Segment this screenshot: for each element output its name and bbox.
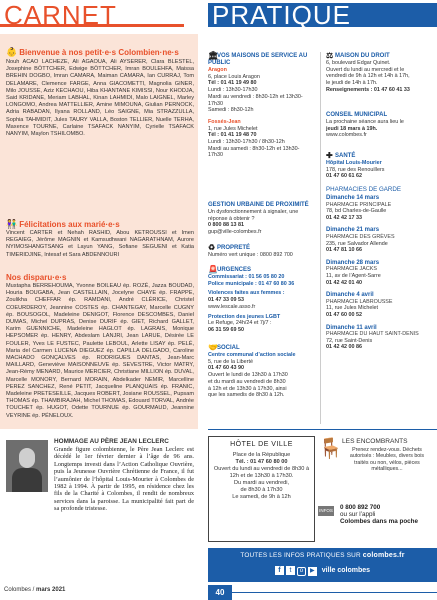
pharmacy-name: PHARMACIE PRINCIPALE [326, 201, 392, 208]
pharmacy-address: 235, rue Salvador Allende [326, 240, 388, 247]
pratique-title: PRATIQUE [208, 3, 437, 27]
pharmacy-name: PHARMACIE LABROUSSE [326, 298, 393, 305]
hotel-de-ville-box: HÔTEL DE VILLE Place de la République Tél. : 01 47 60 80 00 Ouvert du lundi au vendredi de 8h30 à 12h et de 13h30 à 17h30. Du mardi au vendredi, de 8h30 à 17h30 Le samedi, de 9h à 12h [208, 436, 315, 542]
carnet-column [0, 34, 198, 429]
footer-site-link[interactable]: colombes.fr [362, 552, 405, 559]
broom-icon: ♻ [208, 243, 216, 252]
youtube-icon[interactable]: ▶ [308, 567, 317, 576]
disparus-body: Mustapha BERREHOUMA, Yvonne BOILEAU ép. ROZÉ, Jazza BOUDAD, Houria BOUGABA, Jean CASTELLAIN, Jocelyne CHAYE ép. FRAPPE, Zoulikha CHEFFAR ép. RAMDANI, André CLÉRICE, Christel COEURDEROY, Jeannine COSTES ép. CHANTEGAY, Marcelle CUGNY ép. BOUSOGOL, Madeleine DENIGOT, Florence DESCOMBES, Daniel DUMAS, Michel DUPRAS, Denise DURIF ép. GIET, Richard GALLET, Karim GUENNICHE, Madeleine HAGLOT ép. LAGRAIS, Monique HEPSOMER ép. HENRY, Abdeslam LANJRI, Jean LARUE, Désirée LE FOULER, Yves LE FUSTEC, Paulette LEBOUL, Arlette LISAY ép. PELÉ, Maria del Carmen LUCENA DIEGUEZ ép. CAPILLA DELGADO, Caroline MACHADO GONÇALVES ép. RODRIGUES DANTAS, Jean-Marc MAILLARD, Geneviève MAISONNEUVE ép. SEVESTRE, Victor MATRY, Jean-Rémy MENARD, Maurice MERCIER, Christiane MILLION ép. DUVAL, Marcelle MONORY, Bernard MORAIN, Abdelkader NEMIR, Marcelline PEREZ SANCHEZ, René PETIT, Jacqueline PLANQUAIS ép. FRANIC, Madeleine PRETESEILLE, Jacques ROBERT, Josiane ROUSSEL, Pupsam THOMAS ép. THAMBIRAJAH, Michel THOMAS, Edouard TORVAL, Andrée TOUCHET ép. HUGOT, Odette TOURNUE ép. GOURMAUD, Jeannine VEYRINE ép. PÉNELOUX. [6, 283, 194, 419]
pharmacies-list [326, 195, 434, 351]
conseil-section: CONSEIL MUNICIPAL La prochaine séance aura lieu le jeudi 18 mars à 19h. www.colombes.fr [326, 112, 404, 139]
hotel-title: HÔTEL DE VILLE [230, 441, 293, 448]
pharmacy-phone: 01 47 81 10 66 [326, 247, 362, 254]
disparus-title: Nos disparu·e·s [6, 273, 67, 282]
encombrants-body: Prenez rendez-vous. Déchets autorisés : Meubles, divers bois traités ou non, vélos, pièces métalliques... [349, 447, 425, 473]
portrait-photo [6, 440, 48, 492]
pharmacy-phone: 01 47 60 00 52 [326, 311, 362, 318]
pharmacy-item [326, 260, 434, 286]
urgences-section: 🚨URGENCES Commissariat : 01 56 05 80 20 Police municipale : 01 47 60 80 36 Violences faites aux femmes : 01 47 33 09 53 www.lescale.asso.fr Protection des jeunes LGBT Le Refuge, 24h/24 et 7j/7 : 06 31 59 69 50 [208, 265, 295, 333]
encombrants-tel: 0 800 892 700 [340, 504, 381, 511]
pharmacy-item [326, 292, 434, 318]
siren-icon: 🚨 [208, 265, 218, 274]
pharmacy-item [326, 227, 434, 253]
pharmacy-name: PHARMACIE JACKS [326, 266, 377, 273]
pharmacy-address: 72, rue Saint-Denis [326, 337, 373, 344]
couple-icon: 👫 [6, 219, 18, 229]
felicitations-title: Félicitations aux marié·e·s [19, 220, 120, 229]
bienvenue-section [6, 48, 194, 138]
hommage-section [0, 434, 198, 582]
felicitations-body: Vincent CARTER et Nehah RASHID, Abou KETROUSSI et Imen REGAIEG, Jérôme MAGNIN et Kamsudhwani NAGARATHNAM, Aurore NYIMOSHANGTSANG et Layun YANG, Sofiane SEGUENI et Katia TIMERIDJINE, Intesaf et Sara ABDENNOURI [6, 230, 194, 258]
hommage-title: HOMMAGE AU PÈRE JEAN LECLERC [54, 438, 169, 445]
footer-text: TOUTES LES INFOS PRATIQUES SUR [240, 552, 363, 559]
info-badge: INFOS [318, 506, 334, 516]
twitter-icon[interactable]: t [286, 566, 295, 575]
health-cross-icon: ✚ [326, 151, 333, 160]
gestion-section: GESTION URBAINE DE PROXIMITÉ Un dysfonctionnement à signaler, une réponse à obtenir ? 0 800 88 13 81 gup@ville-colombes.fr [208, 202, 309, 236]
sante-section: ✚ SANTÉ Hôpital Louis-Mourier 178, rue des Renouillers 01 47 60 61 62 [326, 151, 385, 180]
proprete-section: ♻ PROPRETÉ Numéro vert unique : 0800 892 700 [208, 243, 293, 258]
encombrants-title: LES ENCOMBRANTS [342, 438, 408, 445]
social-handle[interactable]: ville colombes [321, 567, 371, 574]
baby-icon: 👶 [6, 47, 18, 57]
scales-icon: ⚖ [326, 51, 334, 60]
footer-banner [208, 548, 437, 582]
pharmacy-date: Dimanche 14 mars [326, 195, 380, 201]
building-icon: 🏛 [208, 51, 219, 60]
pharmacy-phone: 01 42 42 17 33 [326, 214, 362, 221]
hands-icon: 🤝 [208, 343, 218, 352]
droit-section: ⚖ MAISON DU DROIT 6, boulevard Edgar Quinet. Ouvert du lundi au mercredi et le vendredi de 9h à 12h et 14h à 17h, le jeudi de 14h à 17h. Renseignements : 01 47 60 41 33 [326, 51, 410, 93]
page-number: 40 [208, 585, 232, 600]
pharmacy-address: 78, bd Charles-de-Gaulle [326, 208, 387, 215]
pharmacy-phone: 01 42 42 00 86 [326, 344, 362, 351]
page-footer: Colombes / mars 2021 40 [0, 585, 437, 600]
pharmacy-address: 11, av de l’Agent-Sarre [326, 272, 381, 279]
pharmacy-name: PHARMACIE DES GRÈVES [326, 233, 395, 240]
bienvenue-body: Nouh ACAO LACHEZE, Ali AGAOUA, Ali AYSERER, Clara BLESTEL, Josephine BÖTTCHER, Edwige BÖTTCHER, Imran BOULEHFA, Maissa BREHIN DOGBO, Imran CAMARA, Maiman CAMARA, Ian CURRAJ, Tom DELAMARE, Clemence FARGE, Anna GIACOMETTI, Magnolia GINER, Milo JOUSSE, Aziz KECHAOU, Hiba KHANTANE KIMISSI, Nour KHODJA, Said KRIDANE, Meriam LABHAL, Kinan LAHMIDI, Malo LAIGNEL, Marley LONGOMO, Andrea MATTELLIER, Amine MIMOUNA, Giulian PERNOCK, Adria RABADAN, Ilyana ROLLAND, Léo SAIGNE, Mia STRAZZULLA, Sophia TAHMIDIT, Jules TAURY VALLA, Boston TELLIER, Nuelle TERHA, Maxence TOURNE, Carlaine TSAFACK NANYIM, Cyrielle TSAFACK NANYIM, Maylon TSHILOMBO. [6, 59, 194, 138]
carnet-title: CARNET [0, 3, 184, 27]
pharmacy-item [326, 325, 434, 351]
hommage-body: Grande figure colombienne, le Père Jean Leclerc est décédé le 1er février dernier à l’âge de 96 ans. Longtemps investi dans l’Action Catholique Ouvrière, puis la Jeunesse Ouvrière Chrétienne de France, il fut l’aumônier de l’hôpital Louis-Mourier à Colombes de 1982 à 1994. À partir de 1995, en résidence chez les fils de la Charité à Colombes, il rendit de nombreux services dans la paroisse. La municipalité fait part de sa profonde tristesse. [54, 446, 194, 513]
divider [208, 429, 437, 430]
social-section: 🤝SOCIAL Centre communal d’action sociale 5, rue de la Liberté 01 47 60 43 90 Ouvert le lundi de 13h30 à 17h30 et du mardi au vendredi de 8h30 à 12h et de 13h30 à 17h30, ainsi que les samedis de 8h30 à 12h. [208, 343, 296, 399]
maisons-section: 🏛VOS MAISONS DE SERVICE AU PUBLIC Aragon 6, place Louis Aragon Tél : 01 41 19 49 80 Lundi : 13h30-17h30 Mardi au vendredi : 8h30-12h et 13h30-17h30 Samedi : 8h30-12h Fossés-Jean 1, rue Jules Michelet Tél : 01 41 19 48 70 Lundi : 13h30-17h30 / 8h30-12h Mardi au samedi : 8h30-12h et 13h30-17h30 [208, 51, 308, 159]
pharmacy-date: Dimanche 11 avril [326, 324, 377, 331]
pharmacy-item [326, 195, 434, 221]
pharmacy-address: 11, rue Jules Michelet [326, 305, 379, 312]
encombrants-section: 🪑 LES ENCOMBRANTS Prenez rendez-vous. Déchets autorisés : Meubles, divers bois traités ou non, vélos, pièces métalliques... INFOS 0 800 892 700 ou sur l’appli Colombes dans ma poche [318, 436, 437, 540]
pharmacy-phone: 01 42 42 01 40 [326, 279, 362, 286]
felicitations-section [6, 220, 194, 259]
facebook-icon[interactable]: f [275, 566, 284, 575]
column-divider [320, 52, 321, 424]
pharmacies-section: PHARMACIES DE GARDE Dimanche 14 mars PHARMACIE PRINCIPALE 78, bd Charles-de-Gaulle 01 42 42 17 33 Dimanche 21 mars PHARMACIE DES GRÈVES 235, rue Salvador Allende 01 47 81 10 66 Dimanche 28 mars PHARMACIE JACKS 11, av de l’Agent-Sarre 01 42 42 01 40 Dimanche 4 avril PHARMACIE LABROUSSE 11, rue Jules Michelet 01 47 60 00 52 Dimanche 11 avril PHARMACIE DU HAUT SAINT-DENIS 72, rue Saint-Denis 01 42 42 00 86 [326, 186, 434, 351]
pharmacy-name: PHARMACIE DU HAUT SAINT-DENIS [326, 331, 419, 338]
furniture-icon: 🪑 [318, 438, 343, 460]
pharmacy-date: Dimanche 21 mars [326, 227, 380, 234]
pharmacy-date: Dimanche 4 avril [326, 292, 374, 299]
pharmacy-date: Dimanche 28 mars [326, 259, 380, 266]
bienvenue-title: Bienvenue à nos petit·e·s Colombien·ne·s [19, 48, 179, 57]
instagram-icon[interactable]: o [297, 567, 306, 576]
disparus-section [6, 273, 194, 420]
